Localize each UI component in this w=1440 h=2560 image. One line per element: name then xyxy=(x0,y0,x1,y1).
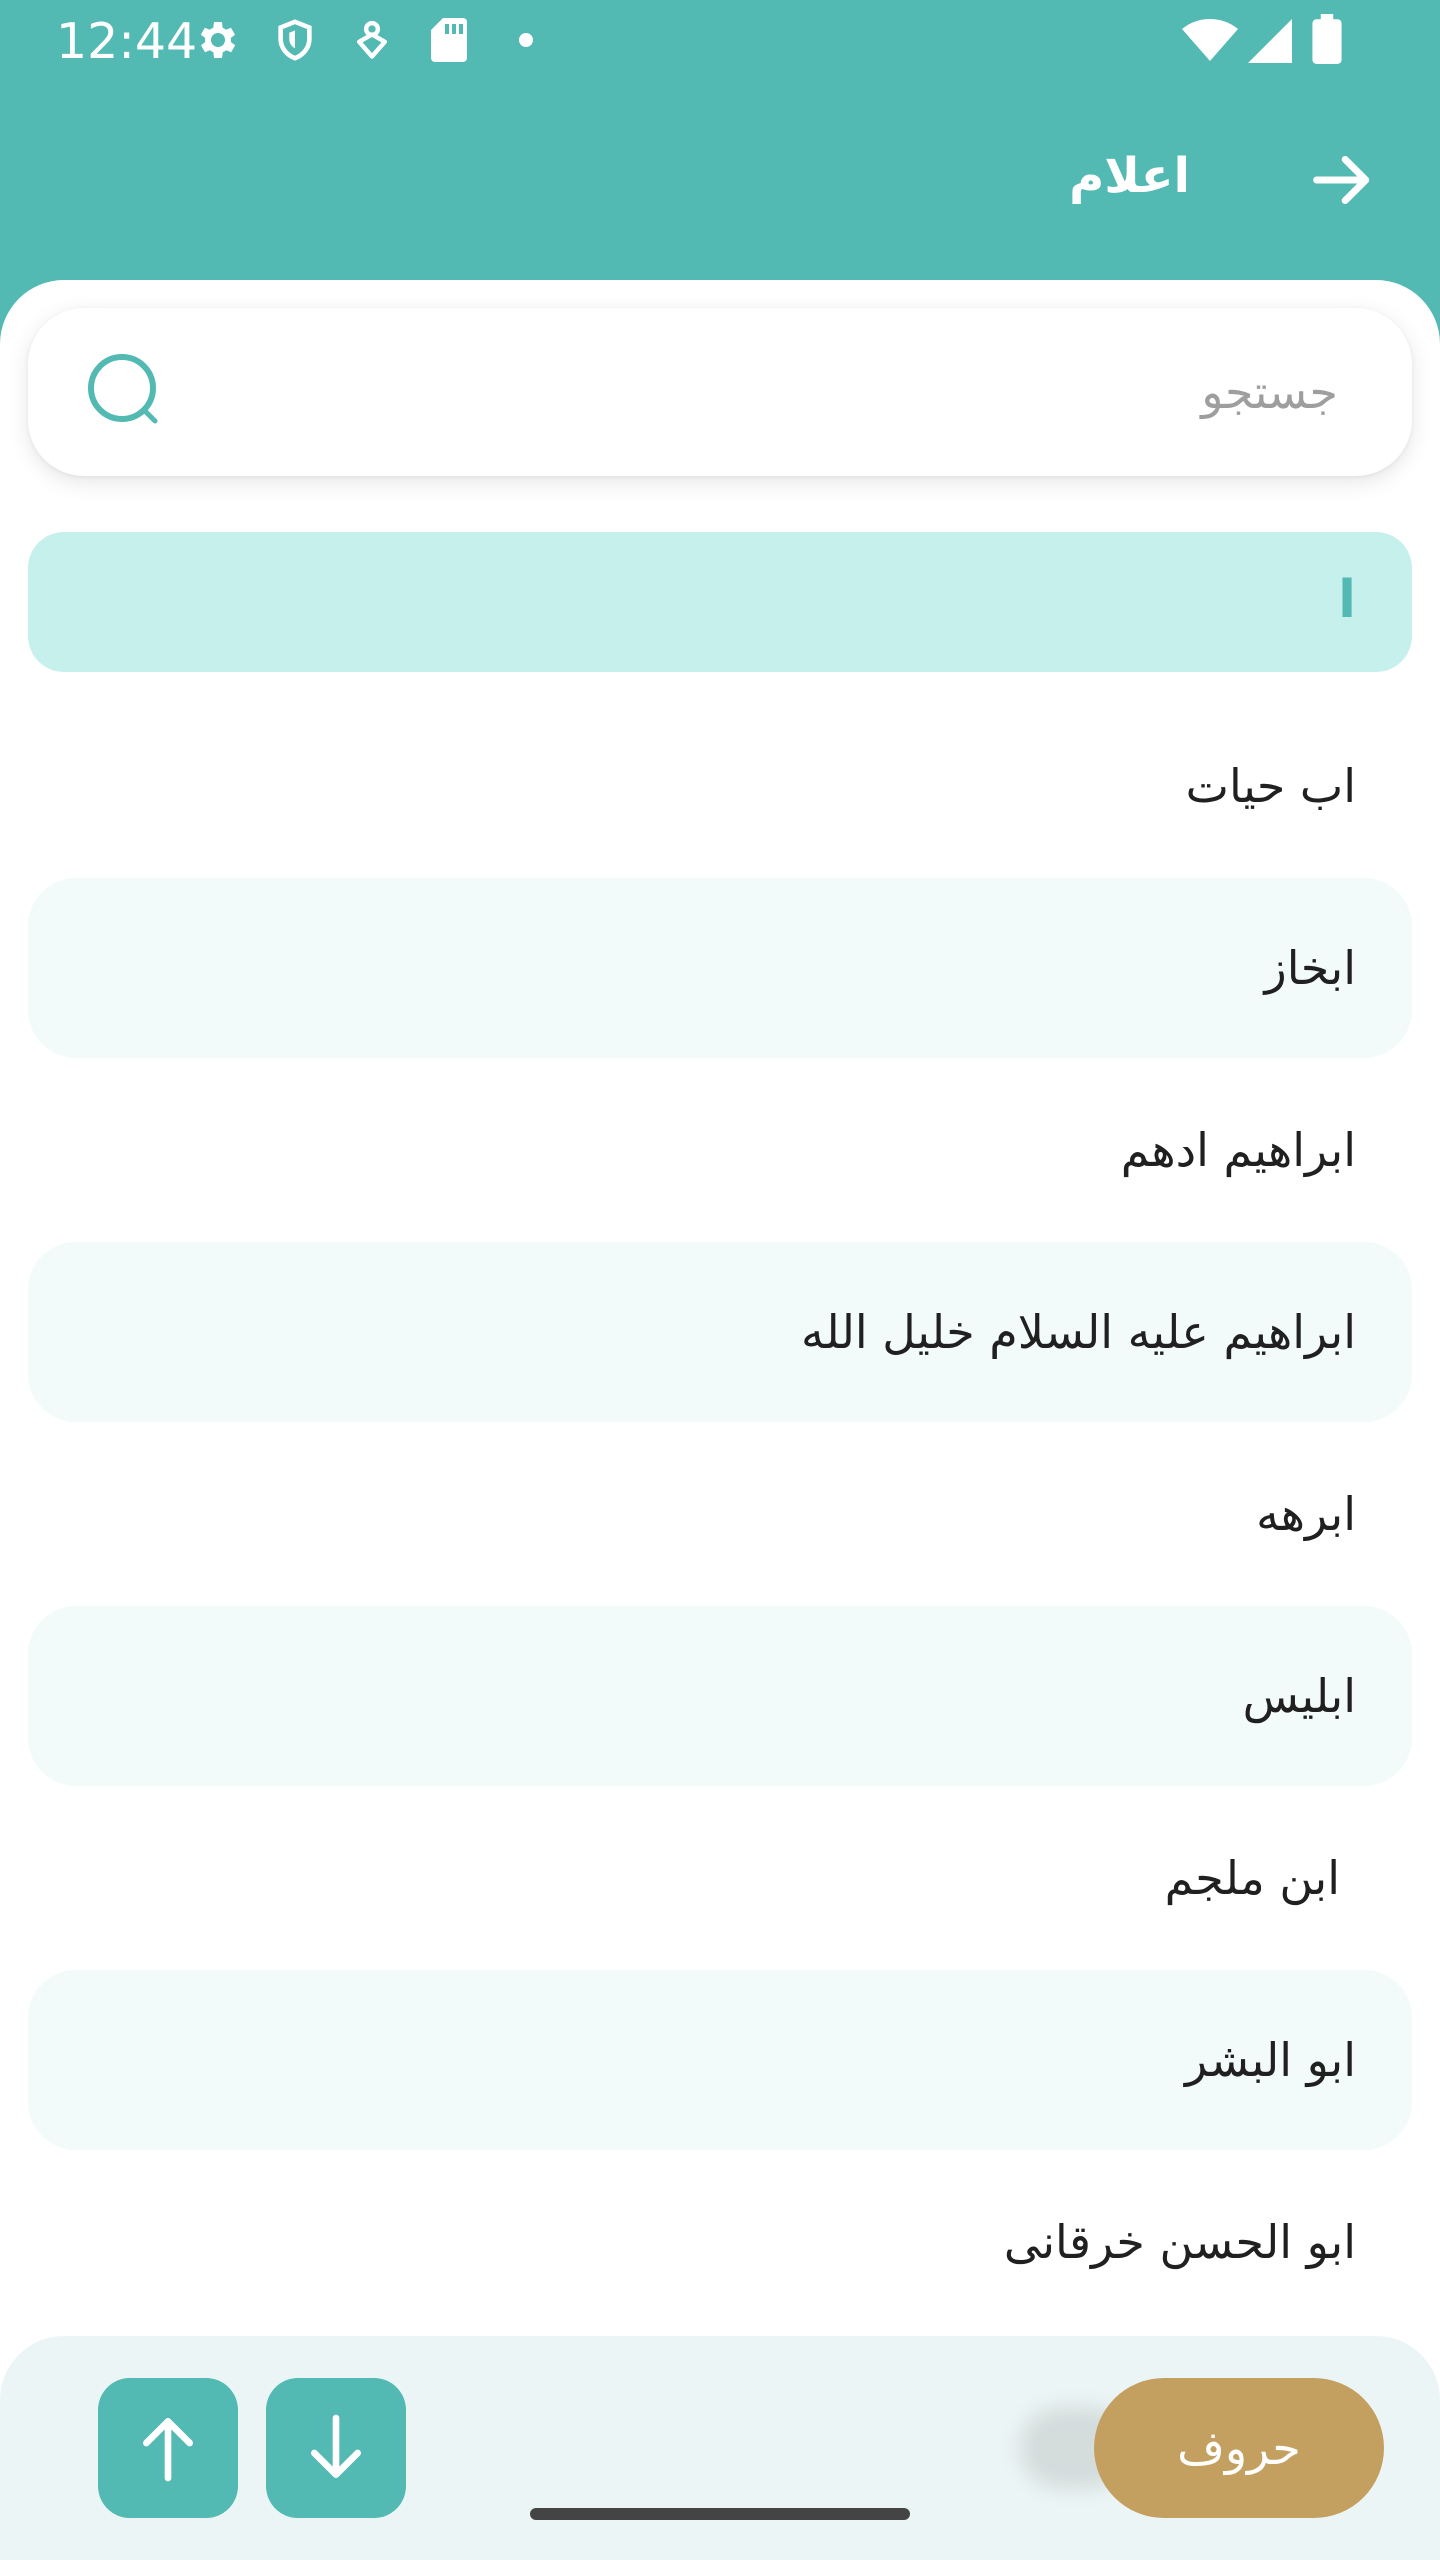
list-item[interactable] xyxy=(28,878,1412,1058)
scroll-down-button[interactable] xyxy=(266,2378,406,2518)
search-icon[interactable] xyxy=(84,350,174,440)
list-item[interactable] xyxy=(28,1424,1412,1604)
search-bar xyxy=(28,308,1412,476)
list-item[interactable] xyxy=(28,2152,1412,2332)
letters-button[interactable]: حروف xyxy=(1094,2378,1384,2518)
status-time: 12:44 xyxy=(56,13,198,70)
dot-icon xyxy=(518,32,534,52)
shield-icon xyxy=(272,16,318,68)
home-indicator[interactable] xyxy=(530,2508,910,2520)
section-letter: ا xyxy=(1338,570,1356,630)
signal-icon xyxy=(1248,18,1292,68)
settings-icon xyxy=(194,16,242,68)
bottom-bar xyxy=(0,2336,1440,2560)
list-item-label: ابراهیم ادهم xyxy=(1120,1123,1356,1177)
status-bar xyxy=(0,0,1440,84)
list-item-label: ابراهیم علیه السلام خلیل الله xyxy=(800,1305,1356,1359)
location-icon xyxy=(350,16,394,68)
list-item-label: اب حیات xyxy=(1185,759,1356,813)
list-item-label: ابلیس xyxy=(1242,1669,1356,1723)
arrow-right-icon xyxy=(1304,142,1380,218)
list-item[interactable] xyxy=(28,1606,1412,1786)
list-item-label: ابن ملجم xyxy=(1164,1851,1340,1905)
list-item[interactable] xyxy=(28,1242,1412,1422)
page-title: اعلام xyxy=(1069,148,1190,204)
section-header xyxy=(28,532,1412,672)
list-item-label: ابو الحسن خرقانی xyxy=(1003,2215,1356,2269)
sd-card-icon xyxy=(428,16,470,68)
list-item-label: ابخاز xyxy=(1264,941,1356,995)
list-item-label: ابو البشر xyxy=(1184,2033,1356,2087)
list-item[interactable] xyxy=(28,696,1412,876)
arrow-down-icon xyxy=(296,2408,376,2488)
arrow-up-icon xyxy=(128,2408,208,2488)
list-item[interactable] xyxy=(28,1970,1412,2150)
wifi-icon xyxy=(1182,18,1238,68)
list-item-label: ابرهه xyxy=(1256,1487,1356,1541)
scroll-up-button[interactable] xyxy=(98,2378,238,2518)
battery-icon xyxy=(1312,14,1342,68)
app-bar xyxy=(0,84,1440,280)
content-sheet xyxy=(0,280,1440,2560)
back-button[interactable] xyxy=(1304,142,1380,218)
list-item[interactable] xyxy=(28,1788,1412,1968)
list-item[interactable] xyxy=(28,1060,1412,1240)
search-input[interactable] xyxy=(208,342,1338,442)
